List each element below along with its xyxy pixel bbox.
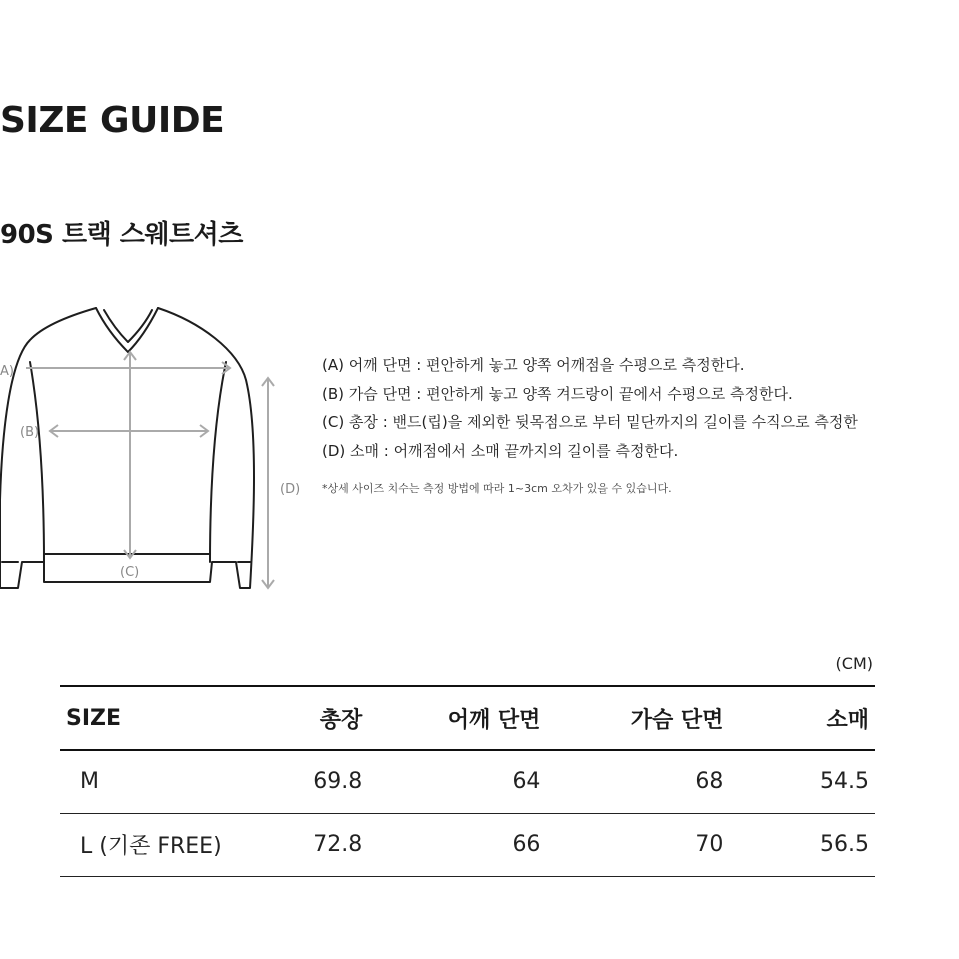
footnote: *상세 사이즈 치수는 측정 방법에 따라 1~3cm 오차가 있을 수 있습니다. — [322, 481, 672, 495]
note-d: (D) 소매 : 어깨점에서 소매 끝까지의 길이를 측정한다. — [322, 441, 679, 460]
product-name: 90S 트랙 스웨트셔츠 — [0, 220, 243, 250]
label-c: (C) — [120, 565, 140, 580]
cell-chest: 68 — [540, 750, 723, 813]
cell-size: M — [60, 750, 265, 813]
note-a: (A) 어깨 단면 : 편안하게 놓고 양쪽 어깨점을 수평으로 측정한다. — [322, 356, 745, 374]
cell-size: L (기존 FREE) — [60, 813, 265, 876]
size-table — [60, 685, 875, 877]
cell-shoulder: 64 — [362, 750, 540, 813]
table-row — [60, 813, 875, 876]
header-length: 총장 — [265, 686, 363, 750]
sweatshirt-diagram — [0, 300, 320, 610]
label-b: (B) — [20, 425, 40, 440]
note-b: (B) 가슴 단면 : 편안하게 놓고 양쪽 겨드랑이 끝에서 수평으로 측정한다. — [322, 384, 793, 403]
cell-sleeve: 54.5 — [723, 750, 875, 813]
note-c: (C) 총장 : 밴드(립)을 제외한 뒷목점으로 부터 밑단까지의 길이를 수직으로 측정한 — [322, 413, 858, 431]
cell-length: 72.8 — [265, 813, 363, 876]
left-armhole — [30, 362, 44, 562]
label-d: (D) — [280, 482, 301, 497]
table-row — [60, 750, 875, 813]
header-size: SIZE — [60, 686, 265, 750]
cell-sleeve: 56.5 — [723, 813, 875, 876]
table-header-row — [60, 686, 875, 750]
label-a: A) — [0, 364, 14, 379]
header-shoulder: 어깨 단면 — [362, 686, 540, 750]
right-armhole — [210, 362, 226, 562]
header-chest: 가슴 단면 — [540, 686, 723, 750]
unit-label: (CM) — [835, 654, 873, 673]
cell-shoulder: 66 — [362, 813, 540, 876]
measurement-notes — [322, 356, 959, 496]
neck-rib — [104, 310, 152, 342]
cell-length: 69.8 — [265, 750, 363, 813]
header-sleeve: 소매 — [723, 686, 875, 750]
page-title: SIZE GUIDE — [0, 100, 225, 141]
cell-chest: 70 — [540, 813, 723, 876]
